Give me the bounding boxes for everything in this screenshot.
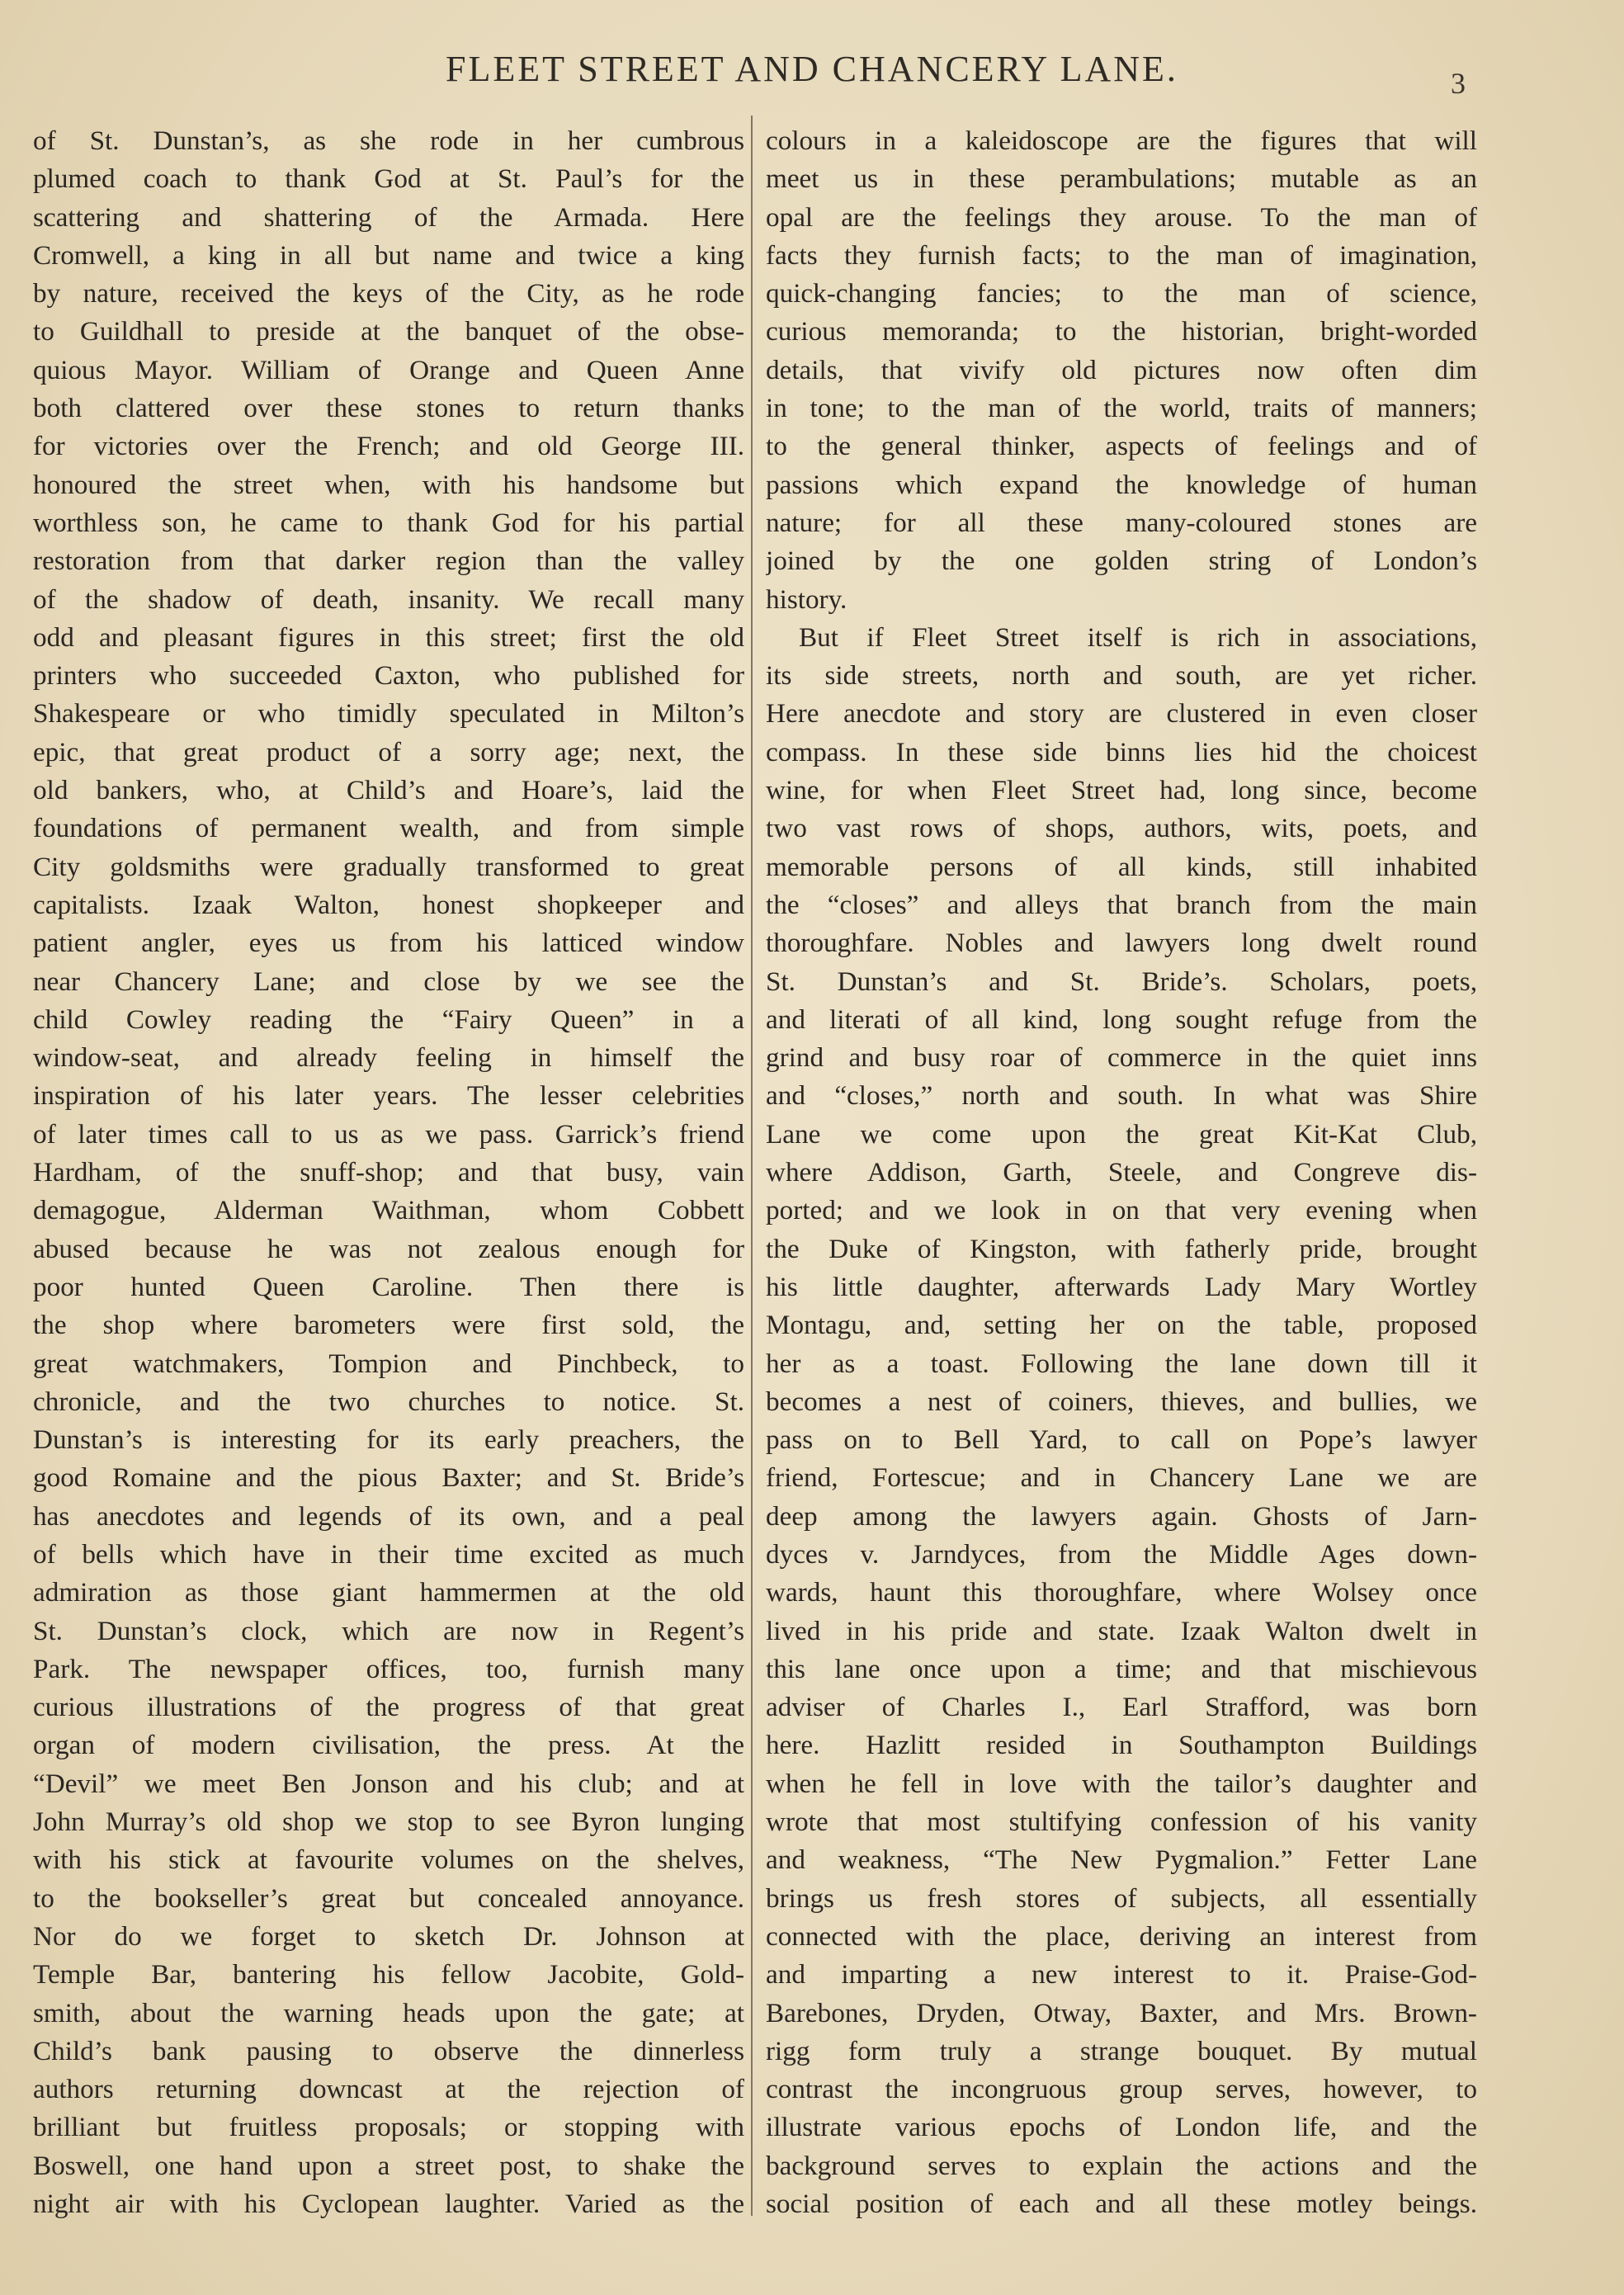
text-line: to the general thinker, aspects of feelings and of	[766, 431, 1477, 462]
text-line: window-seat, and already feeling in himself the	[33, 1042, 744, 1074]
text-line: to Guildhall to preside at the banquet of the obse-	[33, 316, 744, 347]
left-column-text	[33, 122, 744, 2223]
text-line: Dunstan’s is interesting for its early preachers, the	[33, 1424, 744, 1456]
text-line: history.	[766, 583, 847, 615]
text-line: organ of modern civilisation, the press. At the	[33, 1730, 744, 1761]
text-line: the shop where barometers were first sold, the	[33, 1310, 744, 1341]
text-line: facts they furnish facts; to the man of imagination,	[766, 239, 1477, 271]
text-line: great watchmakers, Tompion and Pinchbeck, to	[33, 1348, 744, 1379]
text-line: patient angler, eyes us from his latticed window	[33, 928, 744, 959]
text-line: in tone; to the man of the world, traits of manners;	[766, 393, 1477, 424]
text-line: the “closes” and alleys that branch from the main	[766, 889, 1477, 920]
text-line: colours in a kaleidoscope are the figures that will	[766, 125, 1477, 156]
text-line: details, that vivify old pictures now often dim	[766, 354, 1477, 385]
text-line: wrote that most stultifying confession of his vanity	[766, 1806, 1477, 1838]
page-number: 3	[1451, 67, 1466, 100]
text-line: memorable persons of all kinds, still inhabited	[766, 851, 1477, 882]
right-column	[766, 122, 1477, 2223]
text-line: odd and pleasant figures in this street; first the old	[33, 621, 744, 653]
text-line: plumed coach to thank God at St. Paul’s for the	[33, 163, 744, 195]
text-line: of the shadow of death, insanity. We recall many	[33, 583, 744, 615]
text-line: night air with his Cyclopean laughter. Varied as the	[33, 2189, 744, 2220]
text-line: good Romaine and the pious Baxter; and St. Bride’s	[33, 1462, 744, 1494]
text-line: nature; for all these many-coloured stones are	[766, 507, 1477, 538]
text-line: connected with the place, deriving an interest from	[766, 1920, 1477, 1952]
text-line: friend, Fortescue; and in Chancery Lane we are	[766, 1462, 1477, 1494]
text-line: passions which expand the knowledge of human	[766, 469, 1477, 500]
text-line: abused because he was not zealous enough for	[33, 1233, 744, 1264]
text-line: capitalists. Izaak Walton, honest shopkeeper and	[33, 889, 744, 920]
text-line: background serves to explain the actions and the	[766, 2150, 1477, 2181]
text-line: demagogue, Alderman Waithman, whom Cobbett	[33, 1195, 744, 1226]
text-line: authors returning downcast at the rejection of	[33, 2074, 744, 2105]
text-line: poor hunted Queen Caroline. Then there is	[33, 1271, 744, 1302]
text-line: brings us fresh stores of subjects, all essentially	[766, 1882, 1477, 1914]
text-line: old bankers, who, at Child’s and Hoare’s, laid the	[33, 775, 744, 806]
text-line: But if Fleet Street itself is rich in associations,	[799, 621, 1477, 653]
text-line: Here anecdote and story are clustered in even closer	[766, 698, 1477, 730]
text-line: adviser of Charles I., Earl Strafford, was born	[766, 1692, 1477, 1723]
text-line: dyces v. Jarndyces, from the Middle Ages down-	[766, 1538, 1477, 1570]
text-line: quious Mayor. William of Orange and Queen Anne	[33, 354, 744, 385]
text-line: inspiration of his later years. The lesser celebrities	[33, 1080, 744, 1112]
text-line: Nor do we forget to sketch Dr. Johnson at	[33, 1920, 744, 1952]
text-line: child Cowley reading the “Fairy Queen” in a	[33, 1003, 744, 1035]
text-line: of later times call to us as we pass. Garrick’s friend	[33, 1118, 744, 1150]
text-line: of bells which have in their time excited as much	[33, 1538, 744, 1570]
text-line: Boswell, one hand upon a street post, to shake the	[33, 2150, 744, 2181]
text-line: this lane once upon a time; and that mischievous	[766, 1653, 1477, 1684]
text-line: Lane we come upon the great Kit-Kat Club,	[766, 1118, 1477, 1150]
text-line: admiration as those giant hammermen at the old	[33, 1577, 744, 1608]
text-line: meet us in these perambulations; mutable as an	[766, 163, 1477, 195]
text-line: Cromwell, a king in all but name and twice a king	[33, 239, 744, 271]
text-line: ported; and we look in on that very evening when	[766, 1195, 1477, 1226]
text-line: Montagu, and, setting her on the table, proposed	[766, 1310, 1477, 1341]
text-line: where Addison, Garth, Steele, and Congreve dis-	[766, 1157, 1477, 1188]
text-line: restoration from that darker region than the valley	[33, 545, 744, 577]
text-line: printers who succeeded Caxton, who published for	[33, 660, 744, 692]
text-line: becomes a nest of coiners, thieves, and bullies, we	[766, 1386, 1477, 1417]
text-line: John Murray’s old shop we stop to see Byron lunging	[33, 1806, 744, 1838]
text-line: St. Dunstan’s and St. Bride’s. Scholars, poets,	[766, 966, 1477, 997]
text-line: joined by the one golden string of London’s	[766, 545, 1477, 577]
text-line: for victories over the French; and old George III.	[33, 431, 744, 462]
text-line: curious memoranda; to the historian, bright-worded	[766, 316, 1477, 347]
text-line: St. Dunstan’s clock, which are now in Regent’s	[33, 1615, 744, 1646]
right-paragraph-2	[766, 619, 1477, 2223]
text-line: deep among the lawyers again. Ghosts of Jarn-	[766, 1500, 1477, 1532]
text-line: compass. In these side binns lies hid the choicest	[766, 736, 1477, 767]
text-line: honoured the street when, with his handsome but	[33, 469, 744, 500]
text-line: “Devil” we meet Ben Jonson and his club; and at	[33, 1768, 744, 1799]
right-paragraph-1	[766, 122, 1477, 619]
text-line: his little daughter, afterwards Lady Mary Wortley	[766, 1271, 1477, 1302]
text-line: epic, that great product of a sorry age; next, the	[33, 736, 744, 767]
text-line: Temple Bar, bantering his fellow Jacobite, Gold-	[33, 1959, 744, 1990]
text-line: with his stick at favourite volumes on the shelves,	[33, 1844, 744, 1876]
text-line: illustrate various epochs of London life, and the	[766, 2112, 1477, 2143]
text-line: two vast rows of shops, authors, wits, poets, and	[766, 813, 1477, 844]
text-line: and “closes,” north and south. In what was Shire	[766, 1080, 1477, 1112]
text-line: its side streets, north and south, are yet richer.	[766, 660, 1477, 692]
text-line: social position of each and all these motley beings.	[766, 2189, 1477, 2220]
text-line: has anecdotes and legends of its own, and a peal	[33, 1500, 744, 1532]
text-line: smith, about the warning heads upon the gate; at	[33, 1997, 744, 2028]
text-line: scattering and shattering of the Armada. Here	[33, 201, 744, 233]
text-line: wine, for when Fleet Street had, long since, become	[766, 775, 1477, 806]
text-line: the Duke of Kingston, with fatherly pride, brought	[766, 1233, 1477, 1264]
text-line: lived in his pride and state. Izaak Walton dwelt in	[766, 1615, 1477, 1646]
text-line: brilliant but fruitless proposals; or stopping with	[33, 2112, 744, 2143]
text-line: and imparting a new interest to it. Praise-God-	[766, 1959, 1477, 1990]
text-line: contrast the incongruous group serves, however, to	[766, 2074, 1477, 2105]
text-line: City goldsmiths were gradually transformed to great	[33, 851, 744, 882]
text-line: of St. Dunstan’s, as she rode in her cumbrous	[33, 125, 744, 156]
text-line: thoroughfare. Nobles and lawyers long dwelt round	[766, 928, 1477, 959]
text-line: both clattered over these stones to return thanks	[33, 393, 744, 424]
text-line: rigg form truly a strange bouquet. By mutual	[766, 2035, 1477, 2066]
text-line: opal are the feelings they arouse. To the man of	[766, 201, 1477, 233]
text-line: Hardham, of the snuff-shop; and that busy, vain	[33, 1157, 744, 1188]
text-line: wards, haunt this thoroughfare, where Wolsey once	[766, 1577, 1477, 1608]
text-line: near Chancery Lane; and close by we see the	[33, 966, 744, 997]
left-column	[33, 122, 744, 2223]
column-divider	[751, 116, 753, 2216]
text-line: her as a toast. Following the lane down till it	[766, 1348, 1477, 1379]
text-line: Child’s bank pausing to observe the dinnerless	[33, 2035, 744, 2066]
text-line: worthless son, he came to thank God for his partial	[33, 507, 744, 538]
text-line: here. Hazlitt resided in Southampton Buildings	[766, 1730, 1477, 1761]
running-title: FLEET STREET AND CHANCERY LANE.	[446, 49, 1178, 89]
text-line: curious illustrations of the progress of that great	[33, 1692, 744, 1723]
text-line: Barebones, Dryden, Otway, Baxter, and Mrs. Brown-	[766, 1997, 1477, 2028]
text-line: Shakespeare or who timidly speculated in Milton’s	[33, 698, 744, 730]
text-line: to the bookseller’s great but concealed annoyance.	[33, 1882, 744, 1914]
text-line: by nature, received the keys of the City, as he rode	[33, 278, 744, 309]
text-line: grind and busy roar of commerce in the quiet inns	[766, 1042, 1477, 1074]
text-line: pass on to Bell Yard, to call on Pope’s lawyer	[766, 1424, 1477, 1456]
text-line: and weakness, “The New Pygmalion.” Fetter Lane	[766, 1844, 1477, 1876]
text-line: foundations of permanent wealth, and from simple	[33, 813, 744, 844]
text-line: when he fell in love with the tailor’s daughter and	[766, 1768, 1477, 1799]
text-line: quick-changing fancies; to the man of science,	[766, 278, 1477, 309]
text-line: and literati of all kind, long sought refuge from the	[766, 1003, 1477, 1035]
text-line: chronicle, and the two churches to notice. St.	[33, 1386, 744, 1417]
text-line: Park. The newspaper offices, too, furnish many	[33, 1653, 744, 1684]
